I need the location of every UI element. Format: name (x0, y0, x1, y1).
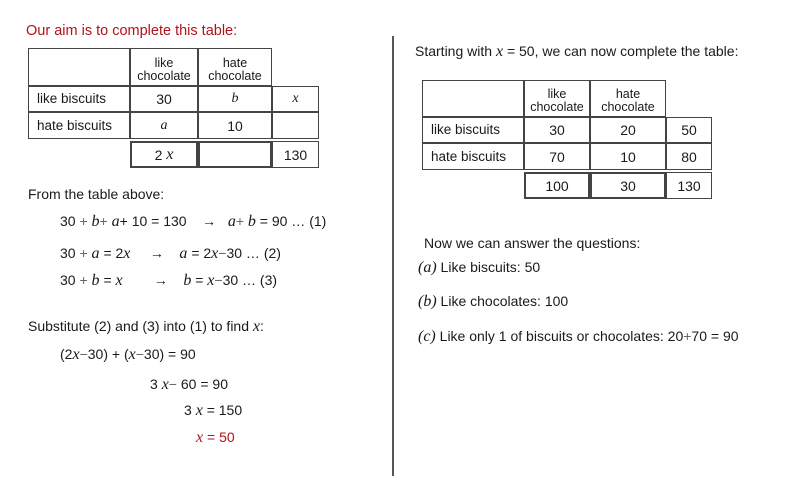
right-intro: Starting with x = 50, we can now complete the table: (415, 43, 739, 60)
answer-intro: Now we can answer the questions: (424, 235, 641, 251)
panel-divider (392, 36, 394, 476)
from-table-text: From the table above: (28, 186, 165, 202)
cell-like-like: 30 (130, 86, 198, 112)
col-total-1: 100 (524, 172, 590, 199)
substitute-text: Substitute (2) and (3) into (1) to find x: (28, 318, 264, 335)
row-label-like-biscuits: like biscuits (28, 86, 130, 112)
col-header-like-chocolate: like chocolate (524, 80, 590, 117)
row-total-1: 50 (666, 117, 712, 143)
cell-like-hate: b (198, 86, 272, 112)
cell-like-hate: 20 (590, 117, 666, 143)
cell-hate-like: a (130, 112, 198, 139)
col-header-like-chocolate: like chocolate (130, 48, 198, 86)
solution-x: x = 50 (196, 429, 235, 446)
grand-total: 130 (666, 172, 712, 199)
row-total-2: 80 (666, 143, 712, 170)
solve-step-2: 3 x− 60 = 90 (150, 376, 228, 393)
col-total-1: 2 x (130, 141, 198, 168)
grand-total: 130 (272, 141, 319, 168)
corner-cell (422, 80, 524, 117)
answer-c: (c) Like only 1 of biscuits or chocolates: 20+70 = 90 (418, 328, 739, 345)
col-header-hate-chocolate: hate chocolate (198, 48, 272, 86)
equation-1: 30 + b+ a+ 10 = 130 → a+ b = 90 … (1) (60, 213, 327, 230)
cell-hate-like: 70 (524, 143, 590, 170)
row-total-1: x (272, 86, 319, 112)
col-total-2: 30 (590, 172, 666, 199)
cell-hate-hate: 10 (590, 143, 666, 170)
solve-step-1: (2x−30) + (x−30) = 90 (60, 346, 196, 363)
answer-a: (a) Like biscuits: 50 (418, 259, 541, 276)
left-title: Our aim is to complete this table: (26, 23, 238, 39)
equation-2: 30 + a = 2x → a = 2x−30 … (2) (60, 245, 281, 262)
row-label-hate-biscuits: hate biscuits (422, 143, 524, 170)
row-total-2 (272, 112, 319, 139)
cell-hate-hate: 10 (198, 112, 272, 139)
col-header-hate-chocolate: hate chocolate (590, 80, 666, 117)
row-label-hate-biscuits: hate biscuits (28, 112, 130, 139)
row-label-like-biscuits: like biscuits (422, 117, 524, 143)
cell-like-like: 30 (524, 117, 590, 143)
col-total-2 (198, 141, 272, 168)
equation-3: 30 + b = x → b = x−30 … (3) (60, 272, 278, 289)
corner-cell (28, 48, 130, 86)
answer-b: (b) Like chocolates: 100 (418, 293, 569, 310)
solve-step-3: 3 x = 150 (184, 402, 243, 419)
